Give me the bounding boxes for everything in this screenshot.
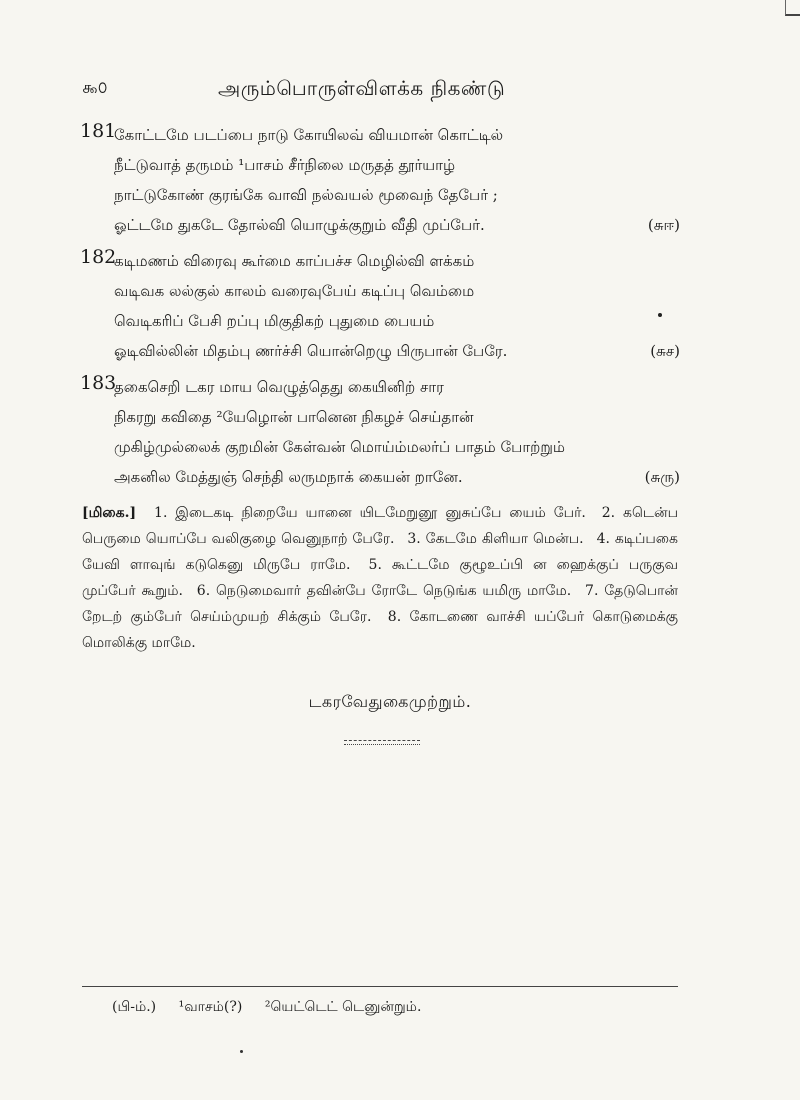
verse-line-text: முகிழ்முல்லைக் குறமின் கேள்வன் மொய்ம்மலர்ப் பாதம் போற்றும்: [114, 438, 565, 456]
verse-number: 183: [80, 372, 117, 394]
footnote-rule: [82, 986, 678, 987]
note-item: 7. தேடுபொன் றேடற் கும்பேர் செய்ம்முயற் சிக்கும் பேரே.: [82, 583, 678, 625]
note-item: 3. கேடமே கிளியா மென்ப.: [407, 531, 584, 547]
note-item: 6. நெடுமைவார் தவின்பே ரோடே நெடுங்க யமிரு மாமே.: [196, 583, 572, 599]
verse-line-text: நிகரறு கவிதை ²யேழொன் பானென நிகழச் செய்தான்: [114, 408, 474, 426]
note-item: 5. கூட்டமே குழூஉப்பி ன ஹைக்குப் பருகுவ முப்பேர் கூறும்.: [82, 557, 678, 599]
verse-reference: (சுஈ): [647, 216, 680, 234]
verse-line-text: வடிவக லல்குல் காலம் வரைவுபேய் கடிப்பு வெம்மை: [114, 282, 475, 300]
verse-line: [114, 246, 680, 276]
page-title: அரும்பொருள்விளக்க நிகண்டு: [218, 76, 506, 100]
margin-bullet: [658, 313, 662, 317]
note-item: 4. கடிப்பகை யேவி ளாவுங் கடுகெனு மிருபே ராமே.: [82, 531, 678, 573]
verse-line: [114, 462, 680, 492]
footnote-label: (பி-ம்.): [112, 999, 157, 1015]
verse-line: [114, 336, 680, 366]
footnote-item: ²யெட்டெட் டெனுன்றும்.: [264, 999, 422, 1015]
verse-lines: [114, 120, 680, 240]
scan-dot: [240, 1050, 243, 1053]
verse-line-text: வெடிகரிப் பேசி றப்பு மிகுதிகற் புதுமை பையம்: [114, 312, 435, 330]
verse-line: [114, 306, 680, 336]
scan-corner-mark: [785, 0, 800, 16]
verse-line: [114, 150, 680, 180]
verse-line: [114, 120, 680, 150]
verse-number: 182: [80, 246, 117, 268]
verse-line-text: ஓடிவில்லின் மிதம்பு ணர்ச்சி யொன்றெழு பிருபான் பேரே.: [114, 342, 508, 360]
verse-line-text: நாட்டுகோண் குரங்கே வாவி நல்வயல் மூவைந் தேபேர் ;: [114, 186, 498, 204]
supplementary-notes: [82, 500, 678, 656]
note-item: 8. கோடணை வாச்சி யப்பேர் கொடுமைக்கு மொலிக்கு மாமே.: [82, 609, 679, 651]
verse-lines: [114, 246, 680, 366]
verse-line-text: அகனில மேத்துஞ் செந்தி லருமநாக் கையன் றானே.: [114, 468, 463, 486]
verse-line-text: ஓட்டமே துகடே தோல்வி யொழுக்குறும் வீதி முப்பேர்.: [114, 216, 485, 234]
verse-line: [114, 402, 680, 432]
verse-line: [114, 210, 680, 240]
section-end: [0, 692, 800, 713]
verse-reference: (சுரு): [644, 468, 680, 486]
verse-line-text: கோட்டமே படப்பை நாடு கோயிலவ் வியமான் கொட்டில்: [114, 126, 504, 144]
verse-line: [114, 276, 680, 306]
ornament-rule: [344, 740, 420, 745]
verse-line: [114, 372, 680, 402]
verse-line: [114, 180, 680, 210]
footnote-item: ¹வாசம்(?): [178, 999, 243, 1015]
page-header: [82, 76, 682, 104]
note-item: 2. கடென்ப பெருமை யொப்பே வலிகுழை வெனுநாற் பேரே.: [82, 505, 679, 547]
notes-label: [மிகை.]: [82, 505, 137, 521]
verse-number: 181: [80, 120, 117, 142]
verse-line-text: நீட்டுவாத் தருமம் ¹பாசம் சீர்நிலை மருதத் தூர்யாழ்: [114, 156, 456, 174]
verse-line-text: கடிமணம் விரைவு கூர்மை காப்பச்ச மெழில்வி ளக்கம்: [114, 252, 475, 270]
verse-line-text: தகைசெறி டகர மாய வெழுத்தெது கையினிற் சார: [114, 378, 444, 396]
note-item: 1. இடைகடி நிறையே யானை யிடமேறுனூ னுசுப்பே யைம் பேர்.: [154, 505, 586, 521]
page-number: ௯௦: [82, 78, 108, 98]
footnote: [112, 996, 672, 1018]
verse-reference: (சுச): [650, 342, 680, 360]
verse-line: [114, 432, 680, 462]
section-end-text: டகரவேதுகைமுற்றும்.: [308, 692, 472, 711]
verse-lines: [114, 372, 680, 492]
